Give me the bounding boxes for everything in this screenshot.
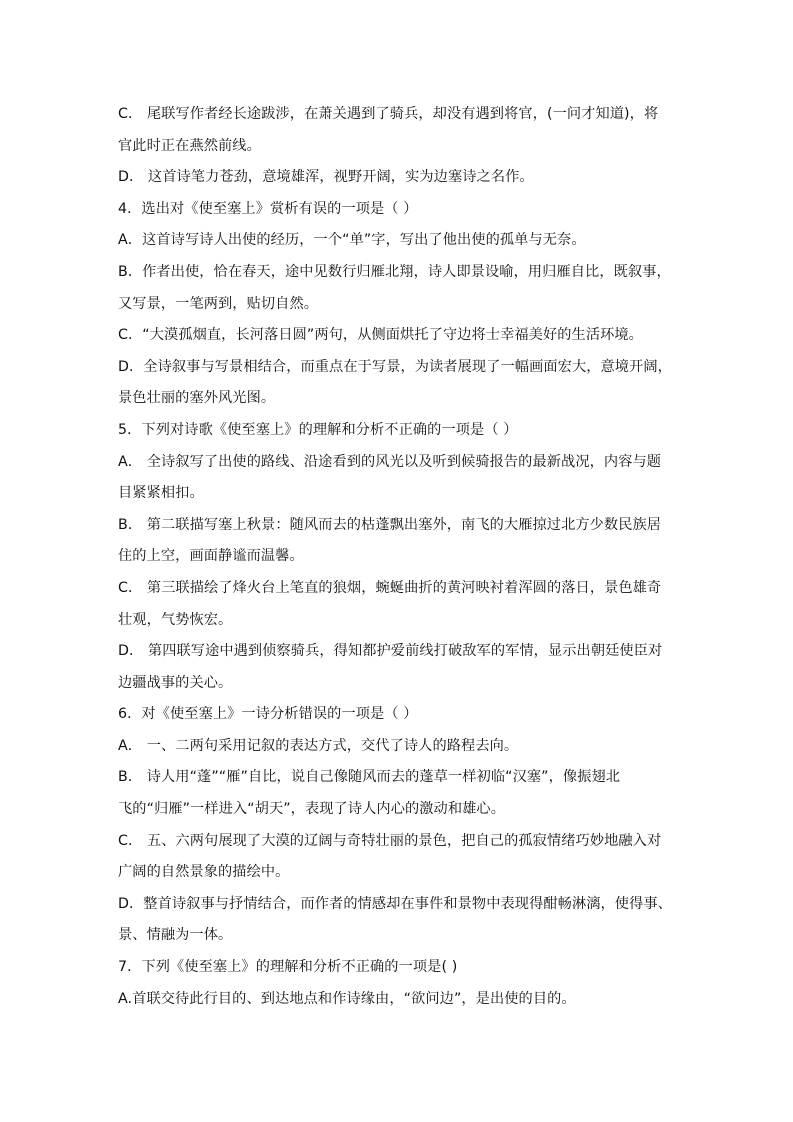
text-line: 住的上空，画面静谧而温馨。 (118, 548, 304, 565)
question-6-option-d: D．整首诗叙事与抒情结合，而作者的情感却在事件和景物中表现得酣畅淋漓，使得事、 (118, 895, 672, 912)
text-line: C． 尾联写作者经长途跋涉，在萧关遇到了骑兵，却没有遇到将官，(一问才知道)，将 (118, 106, 659, 122)
document-body (118, 99, 678, 1015)
question-7-option-a: A.首联交待此行目的、到达地点和作诗缘由，“欲问边”，是出使的目的。 (118, 990, 576, 1007)
text-line: 景色壮丽的塞外风光图。 (118, 390, 276, 407)
text-line: 目紧紧相扣。 (118, 485, 204, 502)
question-5-option-d: D． 第四联写途中遇到侦察骑兵，得知都护爱前线打破敌军的军情，显示出朝廷使臣对 (118, 643, 663, 660)
question-6-option-c: C． 五、六两句展现了大漠的辽阔与奇特壮丽的景色，把自己的孤寂情绪巧妙地融入对 (118, 832, 662, 849)
question-4-option-d: D．全诗叙事与写景相结合，而重点在于写景，为读者展现了一幅画面宏大，意境开阔， (118, 358, 672, 375)
question-4-option-a: A．这首诗写诗人出使的经历，一个“单”字，写出了他出使的孤单与无奈。 (118, 232, 586, 249)
question-6-stem: 6．对《使至塞上》一诗分析错误的一项是（ ） (118, 706, 418, 723)
text-line: 又写景，一笔两到，贴切自然。 (118, 295, 319, 312)
text-line: D． 这首诗笔力苍劲，意境雄浑，视野开阔，实为边塞诗之名作。 (118, 169, 534, 186)
text-line: 官此时正在燕然前线。 (118, 137, 261, 154)
question-4-option-c: C．“大漠孤烟直，长河落日圆”两句，从侧面烘托了守边将士幸福美好的生活环境。 (118, 327, 643, 344)
question-6-option-b: B． 诗人用“蓬”“雁”自比，说自己像随风而去的蓬草一样初临“汉塞”，像振翅北 (118, 769, 621, 786)
question-6-option-a: A． 一、二两句采用记叙的表达方式，交代了诗人的路程去向。 (118, 737, 519, 754)
question-4-option-b: B．作者出使，恰在春天，途中见数行归雁北翔，诗人即景设喻，用归雁自比，既叙事， (118, 263, 671, 280)
question-5-option-a: A． 全诗叙写了出使的路线、沿途看到的风光以及听到候骑报告的最新战况，内容与题 (118, 453, 662, 470)
question-5-option-c: C． 第三联描绘了烽火台上笔直的狼烟，蜿蜒曲折的黄河映衬着浑圆的落日，景色雄奇 (118, 579, 662, 596)
text-line: 广阔的自然景象的描绘中。 (118, 864, 290, 881)
text-line: 景、情融为一体。 (118, 927, 233, 944)
question-7-stem: 7．下列《使至塞上》的理解和分析不正确的一项是( ) (118, 959, 458, 976)
question-5-stem: 5．下列对诗歌《使至塞上》的理解和分析不正确的一项是（ ） (118, 421, 518, 438)
text-line: 飞的“归雁”一样进入“胡天”，表现了诗人内心的激动和雄心。 (118, 801, 505, 818)
text-line: 壮观，气势恢宏。 (118, 611, 233, 628)
text-line: 边疆战事的关心。 (118, 674, 233, 691)
question-4-stem: 4．选出对《使至塞上》赏析有误的一项是（ ） (118, 200, 418, 217)
question-5-option-b: B． 第二联描写塞上秋景：随风而去的枯蓬飘出塞外，南飞的大雁掠过北方少数民族居 (118, 516, 662, 533)
